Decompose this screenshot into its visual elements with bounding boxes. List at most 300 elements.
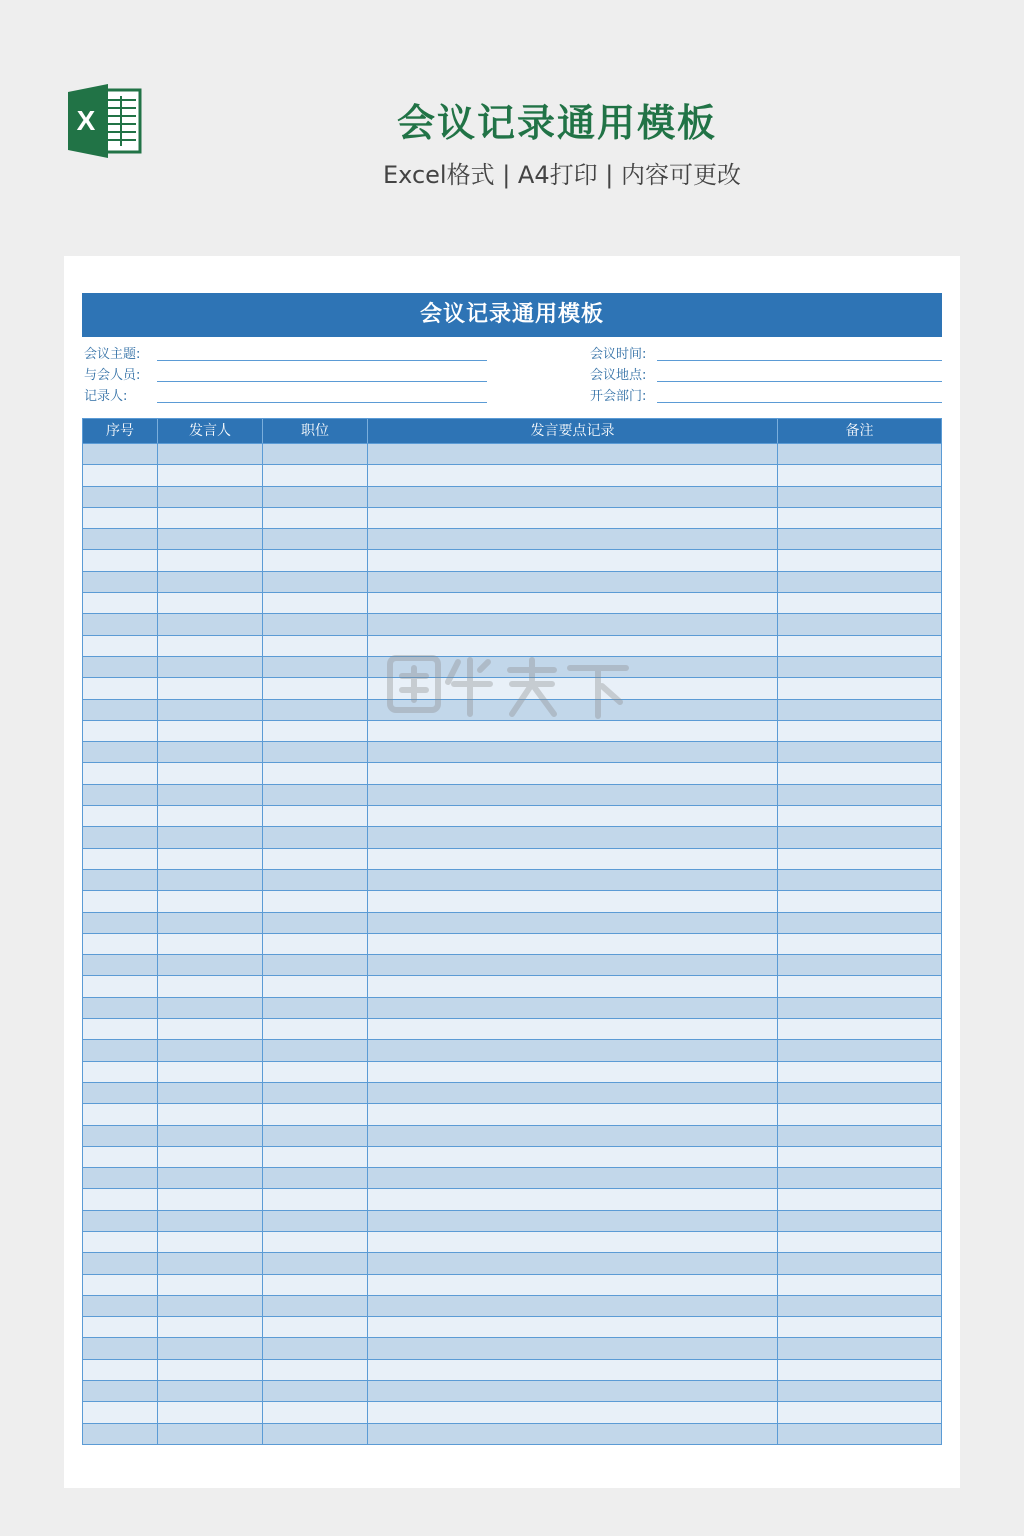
table-cell[interactable]	[368, 550, 778, 570]
table-cell[interactable]	[83, 742, 158, 762]
table-cell[interactable]	[778, 849, 941, 869]
table-cell[interactable]	[263, 1019, 368, 1039]
table-cell[interactable]	[263, 827, 368, 847]
table-cell[interactable]	[368, 1168, 778, 1188]
table-cell[interactable]	[368, 508, 778, 528]
table-cell[interactable]	[778, 976, 941, 996]
table-cell[interactable]	[158, 1168, 263, 1188]
table-cell[interactable]	[83, 1147, 158, 1167]
column-header-speaker: 发言人	[158, 419, 263, 443]
table-cell[interactable]	[263, 1040, 368, 1060]
table-cell[interactable]	[83, 785, 158, 805]
table-cell[interactable]	[83, 1381, 158, 1401]
table-cell[interactable]	[368, 1126, 778, 1146]
table-cell[interactable]	[368, 657, 778, 677]
table-row	[83, 1295, 941, 1316]
table-row	[83, 571, 941, 592]
table-cell[interactable]	[263, 1253, 368, 1273]
table-cell[interactable]	[263, 763, 368, 783]
meeting-info	[82, 337, 942, 419]
table-row	[83, 890, 941, 911]
table-cell[interactable]	[158, 614, 263, 634]
table-row	[83, 1231, 941, 1252]
table-cell[interactable]	[778, 1126, 941, 1146]
table-cell[interactable]	[778, 721, 941, 741]
table-cell[interactable]	[83, 487, 158, 507]
table-cell[interactable]	[158, 678, 263, 698]
table-cell[interactable]	[368, 1338, 778, 1358]
table-row	[83, 1082, 941, 1103]
table-cell[interactable]	[368, 870, 778, 890]
table-row	[83, 912, 941, 933]
table-cell[interactable]	[368, 998, 778, 1018]
table-cell[interactable]	[263, 529, 368, 549]
info-label: 会议地点:	[590, 368, 647, 383]
table-cell[interactable]	[158, 1317, 263, 1337]
table-cell[interactable]	[368, 465, 778, 485]
table-cell[interactable]	[263, 1232, 368, 1252]
sheet-title: 会议记录通用模板	[82, 293, 942, 337]
table-row	[83, 954, 941, 975]
table-cell[interactable]	[158, 700, 263, 720]
table-cell[interactable]	[778, 1019, 941, 1039]
table-cell[interactable]	[778, 1275, 941, 1295]
table-cell[interactable]	[263, 785, 368, 805]
table-cell[interactable]	[778, 1360, 941, 1380]
table-cell[interactable]	[263, 849, 368, 869]
table-cell[interactable]	[368, 827, 778, 847]
table-cell[interactable]	[778, 913, 941, 933]
table-cell[interactable]	[778, 763, 941, 783]
table-cell[interactable]	[158, 657, 263, 677]
table-cell[interactable]	[368, 1424, 778, 1444]
table-cell[interactable]	[368, 1253, 778, 1273]
table-cell[interactable]	[263, 572, 368, 592]
table-cell[interactable]	[158, 1424, 263, 1444]
table-row	[83, 848, 941, 869]
table-cell[interactable]	[368, 934, 778, 954]
table-cell[interactable]	[158, 827, 263, 847]
table-cell[interactable]	[263, 678, 368, 698]
info-field-attendees[interactable]	[84, 361, 504, 382]
table-cell[interactable]	[83, 1189, 158, 1209]
table-cell[interactable]	[263, 1062, 368, 1082]
table-cell[interactable]	[263, 508, 368, 528]
table-cell[interactable]	[83, 1338, 158, 1358]
table-cell[interactable]	[158, 1147, 263, 1167]
table-cell[interactable]	[83, 1275, 158, 1295]
table-cell[interactable]	[263, 593, 368, 613]
table-cell[interactable]	[158, 1040, 263, 1060]
table-cell[interactable]	[158, 572, 263, 592]
table-cell[interactable]	[263, 806, 368, 826]
table-cell[interactable]	[263, 1296, 368, 1316]
table-cell[interactable]	[778, 508, 941, 528]
table-cell[interactable]	[158, 550, 263, 570]
table-cell[interactable]	[368, 487, 778, 507]
info-label: 与会人员:	[84, 368, 141, 383]
table-cell[interactable]	[83, 955, 158, 975]
info-underline	[157, 402, 487, 403]
table-cell[interactable]	[778, 1062, 941, 1082]
table-row	[83, 1210, 941, 1231]
table-row	[83, 1188, 941, 1209]
table-cell[interactable]	[158, 1211, 263, 1231]
table-cell[interactable]	[83, 870, 158, 890]
table-cell[interactable]	[158, 976, 263, 996]
table-cell[interactable]	[83, 678, 158, 698]
table-cell[interactable]	[158, 1189, 263, 1209]
table-cell[interactable]	[368, 1211, 778, 1231]
table-row	[83, 1146, 941, 1167]
table-cell[interactable]	[83, 763, 158, 783]
table-cell[interactable]	[158, 763, 263, 783]
table-cell[interactable]	[368, 1275, 778, 1295]
table-row	[83, 805, 941, 826]
table-cell[interactable]	[778, 487, 941, 507]
table-row	[83, 997, 941, 1018]
table-cell[interactable]	[263, 1168, 368, 1188]
table-cell[interactable]	[158, 1275, 263, 1295]
table-cell[interactable]	[83, 1402, 158, 1422]
table-cell[interactable]	[83, 827, 158, 847]
table-cell[interactable]	[368, 955, 778, 975]
table-cell[interactable]	[83, 1168, 158, 1188]
table-cell[interactable]	[368, 785, 778, 805]
table-cell[interactable]	[263, 550, 368, 570]
table-cell[interactable]	[263, 700, 368, 720]
table-cell[interactable]	[83, 934, 158, 954]
table-cell[interactable]	[778, 1104, 941, 1124]
table-cell[interactable]	[778, 1253, 941, 1273]
table-cell[interactable]	[158, 1296, 263, 1316]
table-cell[interactable]	[83, 614, 158, 634]
table-cell[interactable]	[83, 1211, 158, 1231]
table-cell[interactable]	[778, 529, 941, 549]
table-cell[interactable]	[368, 742, 778, 762]
table-row	[83, 699, 941, 720]
table-cell[interactable]	[368, 806, 778, 826]
table-cell[interactable]	[263, 1211, 368, 1231]
table-cell[interactable]	[263, 1083, 368, 1103]
table-cell[interactable]	[368, 614, 778, 634]
table-cell[interactable]	[778, 1083, 941, 1103]
table-cell[interactable]	[158, 955, 263, 975]
table-body	[83, 443, 941, 1444]
table-row	[83, 784, 941, 805]
table-cell[interactable]	[83, 1232, 158, 1252]
table-cell[interactable]	[368, 444, 778, 464]
table-cell[interactable]	[263, 1424, 368, 1444]
table-cell[interactable]	[263, 721, 368, 741]
table-cell[interactable]	[368, 593, 778, 613]
table-row	[83, 720, 941, 741]
table-row	[83, 549, 941, 570]
table-cell[interactable]	[778, 891, 941, 911]
table-cell[interactable]	[83, 1424, 158, 1444]
table-cell[interactable]	[158, 636, 263, 656]
page-title: 会议记录通用模板	[396, 101, 717, 145]
table-cell[interactable]	[158, 785, 263, 805]
table-cell[interactable]	[778, 572, 941, 592]
table-cell[interactable]	[263, 636, 368, 656]
table-cell[interactable]	[263, 1275, 368, 1295]
table-cell[interactable]	[263, 913, 368, 933]
svg-text:X: X	[76, 105, 96, 136]
table-cell[interactable]	[83, 721, 158, 741]
minutes-table	[82, 418, 942, 1445]
table-cell[interactable]	[778, 1317, 941, 1337]
table-cell[interactable]	[83, 636, 158, 656]
table-cell[interactable]	[778, 636, 941, 656]
table-row	[83, 1252, 941, 1273]
table-cell[interactable]	[158, 593, 263, 613]
table-cell[interactable]	[158, 465, 263, 485]
table-cell[interactable]	[83, 998, 158, 1018]
table-cell[interactable]	[158, 487, 263, 507]
table-cell[interactable]	[778, 1189, 941, 1209]
table-cell[interactable]	[158, 891, 263, 911]
table-cell[interactable]	[263, 465, 368, 485]
table-cell[interactable]	[158, 913, 263, 933]
table-cell[interactable]	[83, 700, 158, 720]
table-cell[interactable]	[778, 1040, 941, 1060]
table-cell[interactable]	[158, 721, 263, 741]
table-cell[interactable]	[83, 1296, 158, 1316]
table-row	[83, 741, 941, 762]
table-cell[interactable]	[158, 508, 263, 528]
table-cell[interactable]	[778, 1211, 941, 1231]
table-row	[83, 1316, 941, 1337]
table-cell[interactable]	[778, 678, 941, 698]
table-cell[interactable]	[368, 1317, 778, 1337]
table-cell[interactable]	[368, 1296, 778, 1316]
table-row	[83, 869, 941, 890]
table-cell[interactable]	[83, 806, 158, 826]
table-cell[interactable]	[158, 1104, 263, 1124]
table-cell[interactable]	[83, 976, 158, 996]
table-cell[interactable]	[368, 763, 778, 783]
table-cell[interactable]	[263, 1147, 368, 1167]
table-cell[interactable]	[83, 550, 158, 570]
table-cell[interactable]	[368, 1104, 778, 1124]
table-cell[interactable]	[158, 444, 263, 464]
table-cell[interactable]	[83, 465, 158, 485]
table-cell[interactable]	[83, 1360, 158, 1380]
table-cell[interactable]	[368, 700, 778, 720]
table-row	[83, 1039, 941, 1060]
table-cell[interactable]	[158, 806, 263, 826]
table-cell[interactable]	[158, 849, 263, 869]
table-cell[interactable]	[263, 998, 368, 1018]
table-cell[interactable]	[263, 742, 368, 762]
table-cell[interactable]	[263, 870, 368, 890]
table-cell[interactable]	[778, 1338, 941, 1358]
info-label: 会议时间:	[590, 347, 647, 362]
table-cell[interactable]	[368, 1147, 778, 1167]
table-cell[interactable]	[83, 508, 158, 528]
table-row	[83, 656, 941, 677]
table-cell[interactable]	[158, 1253, 263, 1273]
table-cell[interactable]	[263, 1189, 368, 1209]
info-field-time[interactable]	[590, 340, 942, 361]
table-cell[interactable]	[778, 1402, 941, 1422]
table-row	[83, 762, 941, 783]
table-cell[interactable]	[368, 721, 778, 741]
table-row	[83, 1380, 941, 1401]
table-cell[interactable]	[368, 636, 778, 656]
table-cell[interactable]	[778, 1381, 941, 1401]
table-cell[interactable]	[263, 487, 368, 507]
table-cell[interactable]	[778, 1168, 941, 1188]
column-header-index: 序号	[83, 419, 158, 443]
table-cell[interactable]	[778, 1232, 941, 1252]
table-cell[interactable]	[368, 1360, 778, 1380]
table-cell[interactable]	[778, 1147, 941, 1167]
table-cell[interactable]	[263, 1360, 368, 1380]
table-cell[interactable]	[778, 827, 941, 847]
table-cell[interactable]	[778, 593, 941, 613]
table-cell[interactable]	[368, 976, 778, 996]
table-cell[interactable]	[778, 550, 941, 570]
table-cell[interactable]	[83, 1019, 158, 1039]
table-cell[interactable]	[83, 572, 158, 592]
table-cell[interactable]	[263, 1381, 368, 1401]
table-cell[interactable]	[778, 742, 941, 762]
table-cell[interactable]	[368, 572, 778, 592]
table-cell[interactable]	[778, 1296, 941, 1316]
table-cell[interactable]	[368, 529, 778, 549]
table-cell[interactable]	[368, 1402, 778, 1422]
table-cell[interactable]	[83, 1062, 158, 1082]
table-cell[interactable]	[263, 955, 368, 975]
table-cell[interactable]	[263, 614, 368, 634]
table-cell[interactable]	[158, 1019, 263, 1039]
table-cell[interactable]	[778, 700, 941, 720]
table-cell[interactable]	[83, 1040, 158, 1060]
table-cell[interactable]	[368, 1062, 778, 1082]
spreadsheet	[82, 293, 942, 439]
table-cell[interactable]	[778, 1424, 941, 1444]
table-cell[interactable]	[158, 870, 263, 890]
table-row	[83, 1018, 941, 1039]
page-header	[0, 0, 1024, 240]
table-cell[interactable]	[368, 913, 778, 933]
table-cell[interactable]	[263, 934, 368, 954]
table-cell[interactable]	[158, 934, 263, 954]
table-cell[interactable]	[158, 1381, 263, 1401]
table-row	[83, 1103, 941, 1124]
table-cell[interactable]	[158, 1083, 263, 1103]
table-cell[interactable]	[83, 444, 158, 464]
table-row	[83, 443, 941, 464]
table-cell[interactable]	[263, 657, 368, 677]
page-subtitle: Excel格式 | A4打印 | 内容可更改	[383, 161, 741, 189]
table-cell[interactable]	[83, 1104, 158, 1124]
table-cell[interactable]	[263, 1317, 368, 1337]
table-cell[interactable]	[368, 1381, 778, 1401]
table-row	[83, 826, 941, 847]
table-cell[interactable]	[778, 444, 941, 464]
table-cell[interactable]	[83, 1253, 158, 1273]
info-field-department[interactable]	[590, 382, 942, 403]
table-cell[interactable]	[368, 678, 778, 698]
table-cell[interactable]	[158, 529, 263, 549]
table-cell[interactable]	[778, 806, 941, 826]
table-row	[83, 464, 941, 485]
table-row	[83, 677, 941, 698]
table-cell[interactable]	[158, 1338, 263, 1358]
table-cell[interactable]	[83, 1317, 158, 1337]
info-label: 开会部门:	[590, 389, 647, 404]
column-header-notes: 发言要点记录	[368, 419, 778, 443]
column-header-remarks: 备注	[845, 423, 874, 439]
table-cell[interactable]	[778, 955, 941, 975]
info-field-topic[interactable]	[84, 340, 504, 361]
table-cell[interactable]	[778, 465, 941, 485]
table-cell[interactable]	[158, 1232, 263, 1252]
table-cell[interactable]	[83, 529, 158, 549]
table-cell[interactable]	[368, 891, 778, 911]
info-label: 会议主题:	[84, 347, 141, 362]
table-cell[interactable]	[778, 657, 941, 677]
table-cell[interactable]	[158, 1360, 263, 1380]
table-cell[interactable]	[778, 785, 941, 805]
table-cell[interactable]	[83, 913, 158, 933]
table-row	[83, 1359, 941, 1380]
table-cell[interactable]	[778, 934, 941, 954]
info-field-location[interactable]	[590, 361, 942, 382]
table-cell[interactable]	[778, 998, 941, 1018]
table-cell[interactable]	[263, 1402, 368, 1422]
table-row	[83, 1125, 941, 1146]
table-cell[interactable]	[263, 444, 368, 464]
table-cell[interactable]	[263, 891, 368, 911]
table-row	[83, 486, 941, 507]
table-cell[interactable]	[158, 1126, 263, 1146]
table-cell[interactable]	[83, 593, 158, 613]
table-cell[interactable]	[158, 742, 263, 762]
table-cell[interactable]	[158, 998, 263, 1018]
table-cell[interactable]	[263, 976, 368, 996]
table-cell[interactable]	[263, 1338, 368, 1358]
table-row	[83, 635, 941, 656]
table-cell[interactable]	[83, 891, 158, 911]
info-field-recorder[interactable]	[84, 382, 504, 403]
table-row	[83, 613, 941, 634]
table-cell[interactable]	[368, 849, 778, 869]
table-row	[83, 592, 941, 613]
table-cell[interactable]	[158, 1402, 263, 1422]
table-cell[interactable]	[368, 1040, 778, 1060]
table-cell[interactable]	[83, 1083, 158, 1103]
table-row	[83, 1401, 941, 1422]
table-cell[interactable]	[263, 1126, 368, 1146]
table-row	[83, 528, 941, 549]
table-cell[interactable]	[368, 1189, 778, 1209]
table-cell[interactable]	[368, 1083, 778, 1103]
table-cell[interactable]	[83, 849, 158, 869]
table-row	[83, 1337, 941, 1358]
table-cell[interactable]	[83, 657, 158, 677]
table-cell[interactable]	[368, 1019, 778, 1039]
table-cell[interactable]	[368, 1232, 778, 1252]
table-cell[interactable]	[263, 1104, 368, 1124]
table-cell[interactable]	[778, 614, 941, 634]
table-cell[interactable]	[158, 1062, 263, 1082]
table-cell[interactable]	[778, 870, 941, 890]
table-cell[interactable]	[83, 1126, 158, 1146]
